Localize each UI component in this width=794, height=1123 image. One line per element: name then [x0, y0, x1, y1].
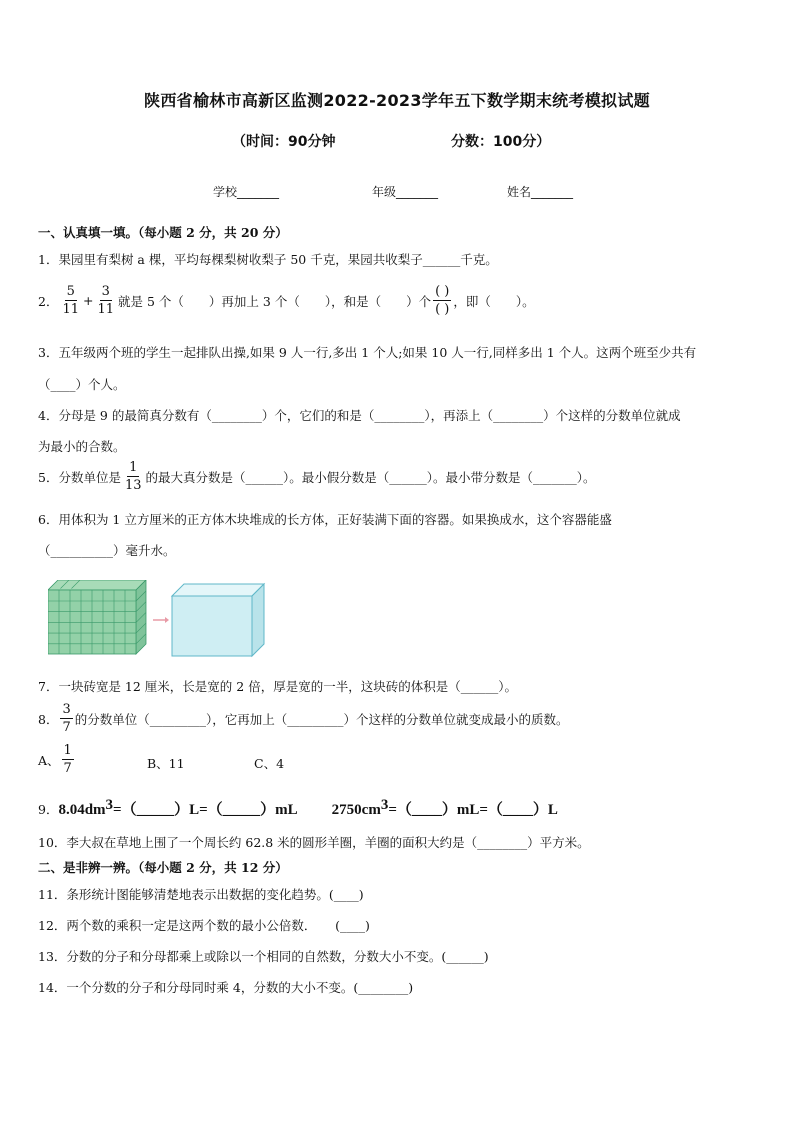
q2-f2-denominator: 11: [97, 302, 115, 317]
q2-end-text: ，即（ ）。: [453, 293, 535, 309]
q2-plus: +: [83, 293, 94, 308]
q2-f3-numerator: ( ): [435, 284, 450, 299]
q2-f2-numerator: 3: [101, 284, 110, 299]
question-7: 7．一块砖宽是 12 厘米，长是宽的 2 倍，厚是宽的一半，这块砖的体积是（______）。: [38, 679, 517, 694]
q9-number: 9．: [38, 802, 59, 818]
q8-numerator: 3: [62, 702, 71, 717]
question-9: [38, 797, 558, 819]
question-2: [38, 285, 535, 316]
question-8: [38, 703, 569, 734]
exam-time: （时间：90分钟: [232, 134, 336, 150]
q8-option-a-fraction: [62, 744, 74, 775]
question-1: 1．果园里有梨树 a 棵，平均每棵梨树收梨子 50 千克，果园共收梨子______千克。: [38, 252, 498, 267]
q8-fraction: [60, 703, 72, 734]
q5-numerator: 1: [129, 460, 138, 475]
q9-part-a-exponent: 3: [105, 797, 114, 813]
question-4-line-1: 4．分母是 9 的最简真分数有（________）个，它们的和是（________），再添上（________）个这样的分数单位就成: [38, 408, 681, 423]
grade-field: 年级_______: [372, 185, 439, 199]
question-6-line-2: （__________）毫升水。: [38, 543, 176, 558]
question-5: [38, 461, 596, 492]
q2-middle-text: 就是 5 个（ ）再加上 3 个（ ），和是（ ）个: [118, 293, 432, 309]
q9-part-b-exponent: 3: [380, 797, 389, 813]
q6-figure: [48, 580, 268, 660]
section-2-title: 二、是非辨一辨。（每小题 2 分，共 12 分）: [38, 860, 288, 875]
container-figure: [172, 584, 264, 656]
q9-part-a: 8.04dm: [58, 802, 106, 819]
question-4-line-2: 为最小的合数。: [38, 439, 126, 454]
q8-option-a-numerator: 1: [63, 743, 72, 758]
question-3-line-1: 3．五年级两个班的学生一起排队出操,如果 9 人一行,多出 1 个人;如果 10 人一行,同样多出 1 个人。这两个班至少共有: [38, 345, 697, 360]
arrow-icon: [153, 617, 169, 623]
school-field: 学校_______: [213, 185, 280, 199]
question-11: 11．条形统计图能够清楚地表示出数据的变化趋势。(____): [38, 887, 364, 902]
q2-number: 2．: [38, 293, 59, 309]
question-6-line-1: 6．用体积为 1 立方厘米的正方体木块堆成的长方体，正好装满下面的容器。如果换成水，这个容器能盛: [38, 512, 612, 527]
q2-fraction-3: [433, 285, 451, 316]
q2-f1-denominator: 11: [62, 302, 79, 317]
q8-option-a: [38, 744, 76, 775]
question-14: 14．一个分数的分子和分母同时乘 4，分数的大小不变。(________): [38, 980, 414, 995]
q8-rest: 的分数单位（_________），它再加上（_________）个这样的分数单位就变成最小的质数。: [74, 711, 569, 727]
q5-denominator: 13: [124, 478, 142, 493]
q5-fraction: [123, 461, 144, 492]
question-3-line-2: （____）个人。: [38, 377, 126, 392]
q5-rest: 的最大真分数是（______）。最小假分数是（______）。最小带分数是（_______）。: [145, 469, 596, 485]
cube-stack-figure: [48, 580, 146, 654]
q8-number: 8．: [38, 711, 59, 727]
exam-score: 分数：100分）: [451, 134, 551, 150]
q8-option-b: B、11: [147, 756, 185, 771]
q2-fraction-1: [60, 285, 81, 316]
q8-denominator: 7: [62, 720, 71, 735]
q8-option-c: C、4: [254, 756, 285, 771]
question-10: 10．李大叔在草地上围了一个周长约 62.8 米的圆形羊圈，羊圈的面积大约是（________）平方米。: [38, 835, 590, 850]
q8-option-a-denominator: 7: [63, 761, 72, 776]
q9-part-b: 2750cm: [331, 802, 381, 819]
q2-fraction-2: [95, 285, 116, 316]
question-13: 13．分数的分子和分母都乘上或除以一个相同的自然数，分数大小不变。(______): [38, 949, 489, 964]
name-field: 姓名_______: [507, 185, 574, 199]
question-12: 12．两个数的乘积一定是这两个数的最小公倍数． (____): [38, 918, 370, 933]
q8-option-a-label: A、: [38, 752, 60, 768]
q2-f3-denominator: ( ): [435, 302, 450, 317]
q9-part-a-rest: =（_____）L=（_____）mL: [113, 802, 298, 819]
page-title: 陕西省榆林市高新区监测2022-2023学年五下数学期末统考模拟试题: [144, 91, 650, 110]
q9-part-b-rest: =（____）mL=（____）L: [388, 802, 558, 819]
q5-prefix: 5．分数单位是: [38, 469, 121, 485]
q2-f1-numerator: 5: [66, 284, 75, 299]
section-1-title: 一、认真填一填。（每小题 2 分，共 20 分）: [38, 225, 288, 240]
